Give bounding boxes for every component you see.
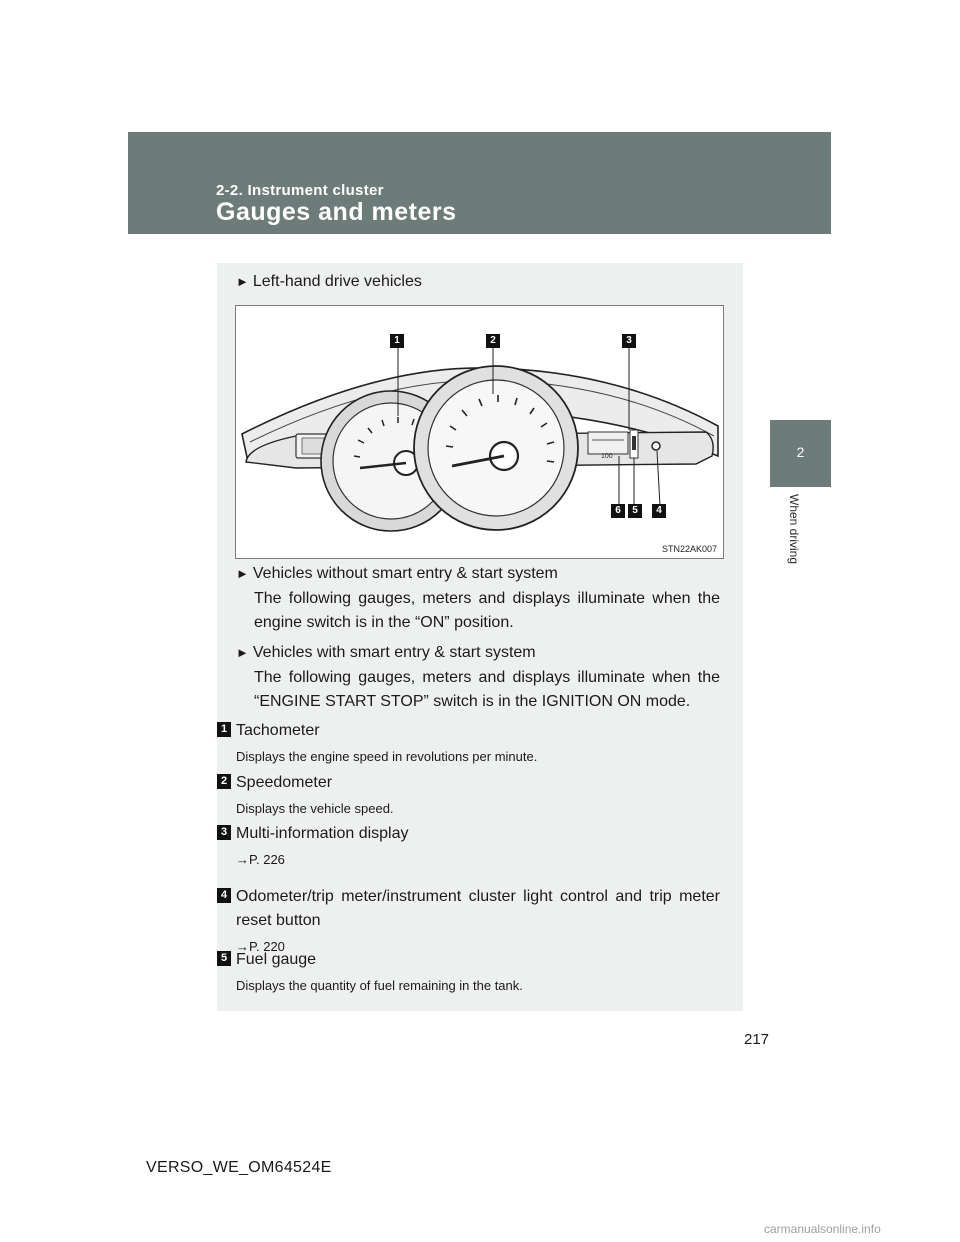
watermark: carmanualsonline.info xyxy=(764,1222,881,1236)
triangle-bullet-icon: ► xyxy=(236,274,249,289)
item-number: 5 xyxy=(217,951,231,966)
triangle-bullet-icon: ► xyxy=(236,566,249,581)
page-header xyxy=(128,132,831,234)
chapter-tab xyxy=(770,420,831,487)
subheading-lhd: ► Left-hand drive vehicles xyxy=(236,273,422,290)
item-title: Fuel gauge xyxy=(236,951,317,968)
page-reference[interactable]: →P. 220 xyxy=(236,939,285,954)
page-number: 217 xyxy=(744,1031,770,1048)
chapter-label: When driving xyxy=(787,494,801,565)
content-panel xyxy=(217,263,743,1011)
page-reference[interactable]: →P. 226 xyxy=(236,852,285,867)
instrument-cluster-illustration xyxy=(236,306,723,558)
chapter-number: 2 xyxy=(796,444,805,460)
callout-1: 1 xyxy=(390,334,404,348)
item-number: 4 xyxy=(217,888,231,903)
callout-4: 4 xyxy=(652,504,666,518)
paragraph-with-smart-entry: The following gauges, meters and displays illuminate when the “ENGINE START STOP” switch is in the IGNITION ON mode. xyxy=(254,669,720,710)
item-description: Displays the engine speed in revolutions per minute. xyxy=(236,749,538,764)
figure-code: STN22AK007 xyxy=(661,544,717,554)
paragraph-without-smart-entry: The following gauges, meters and displays illuminate when the engine switch is in the “ON” position. xyxy=(254,590,720,631)
item-title: Multi-information display xyxy=(236,825,409,842)
subheading-with-smart-entry: ► Vehicles with smart entry & start system xyxy=(236,644,536,661)
callout-3: 3 xyxy=(622,334,636,348)
svg-text:100: 100 xyxy=(601,453,613,460)
item-number: 2 xyxy=(217,774,231,789)
manual-code: VERSO_WE_OM64524E xyxy=(146,1159,332,1176)
instrument-cluster-figure xyxy=(235,305,724,559)
triangle-bullet-icon: ► xyxy=(236,645,249,660)
subheading-without-smart-entry: ► Vehicles without smart entry & start system xyxy=(236,565,558,582)
callout-6: 6 xyxy=(611,504,625,518)
item-title: Odometer/trip meter/instrument cluster light control and trip meter reset button xyxy=(236,888,720,929)
item-description: Displays the vehicle speed. xyxy=(236,801,394,816)
callout-5: 5 xyxy=(628,504,642,518)
item-title: Tachometer xyxy=(236,722,320,739)
page-title: Gauges and meters xyxy=(216,198,457,226)
item-title: Speedometer xyxy=(236,774,333,791)
item-number: 1 xyxy=(217,722,231,737)
callout-2: 2 xyxy=(486,334,500,348)
item-number: 3 xyxy=(217,825,231,840)
section-heading: 2-2. Instrument cluster xyxy=(216,182,384,199)
item-description: Displays the quantity of fuel remaining in the tank. xyxy=(236,978,523,993)
